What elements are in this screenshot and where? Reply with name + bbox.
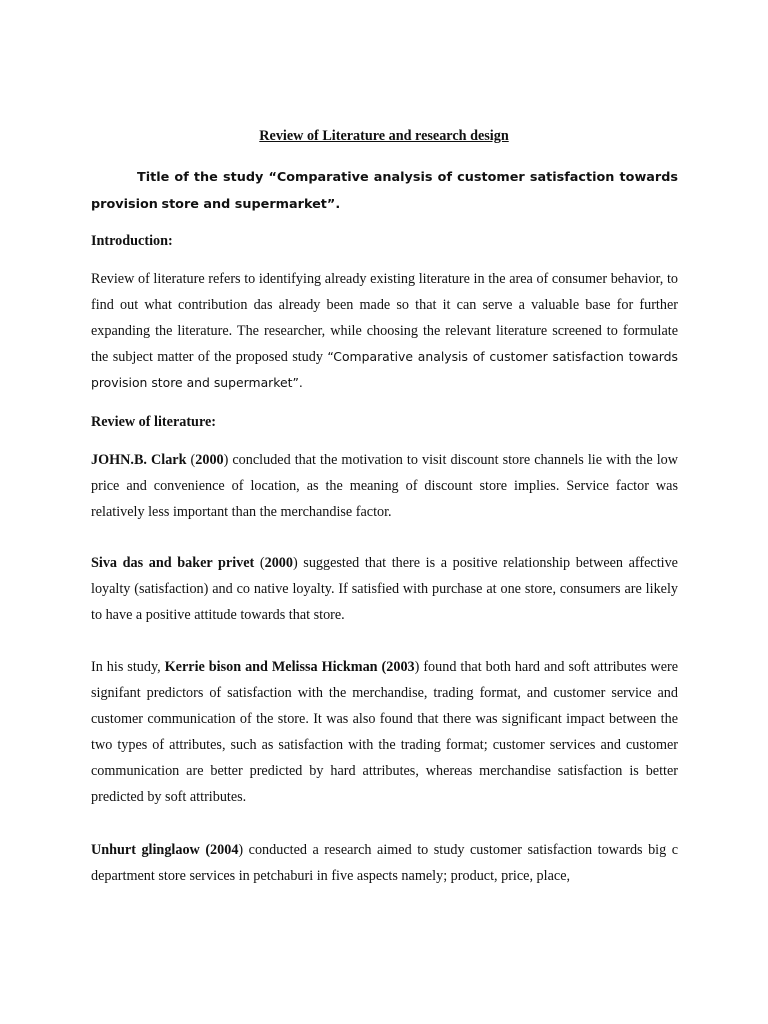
entry-pre: In his study, [91, 659, 165, 675]
introduction-heading: Introduction: [91, 233, 173, 249]
document-title: Review of Literature and research design [259, 128, 509, 144]
review-entry-glinglaow [91, 837, 678, 889]
introduction-text: Review of literature refers to identifying already existing literature in the area of consumer behavior, to find out what contribution das already been made so that it can serve a valuable base for further expanding the literature. The researcher, while choosing the relevant literature screened to formulate the subject matter of the proposed study [91, 271, 678, 365]
introduction-quote: “Comparative analysis of customer satisfaction towards provision store and supermarket”. [91, 349, 678, 390]
study-title-paragraph [91, 164, 678, 218]
entry-author: JOHN.B. Clark [91, 452, 187, 468]
entry-year: 2000 [195, 452, 224, 468]
review-heading: Review of literature: [91, 414, 217, 430]
entry-year: (2003 [381, 659, 415, 675]
entry-year: (2004 [205, 842, 239, 858]
entry-text: ) concluded that the motivation to visit discount store channels lie with the low price and convenience of location, as the meaning of discount store implies. Service factor was relatively less important than the merchandise factor. [91, 452, 678, 520]
entry-text: ) found that both hard and soft attributes were signifant predictors of satisfaction with the merchandise, trading format, and customer service and customer communication of the store. It was also found that there was significant impact between the two types of attributes, such as satisfaction with the trading format; customer services and customer communication are better predicted by hard attributes, whereas merchandise satisfaction is better predicted by soft attributes. [91, 659, 679, 805]
entry-text: ) conducted a research aimed to study customer satisfaction towards big c department store services in petchaburi in five aspects namely; product, price, place, [91, 842, 679, 884]
entry-text: ) suggested that there is a positive relationship between affective loyalty (satisfaction) and co native loyalty. If satisfied with purchase at one store, consumers are likely to have a positive attitude towards that store. [91, 555, 678, 623]
introduction-paragraph [91, 266, 678, 396]
entry-mid: ( [186, 452, 196, 468]
study-title-tail: store and supermarket”. [161, 197, 341, 212]
entry-mid: ( [254, 555, 265, 571]
study-title-lead: Title of the study “Comparative analysis of customer satisfaction towards provision [91, 170, 678, 212]
review-entry-sivadas [91, 550, 678, 628]
entry-author: Kerrie bison and Melissa Hickman [164, 659, 378, 675]
entry-author: Unhurt glinglaow [91, 842, 200, 858]
entry-year: 2000 [264, 555, 293, 571]
review-entry-bison [91, 654, 678, 810]
review-entry-clark [91, 447, 678, 525]
entry-author: Siva das and baker privet [91, 555, 255, 571]
